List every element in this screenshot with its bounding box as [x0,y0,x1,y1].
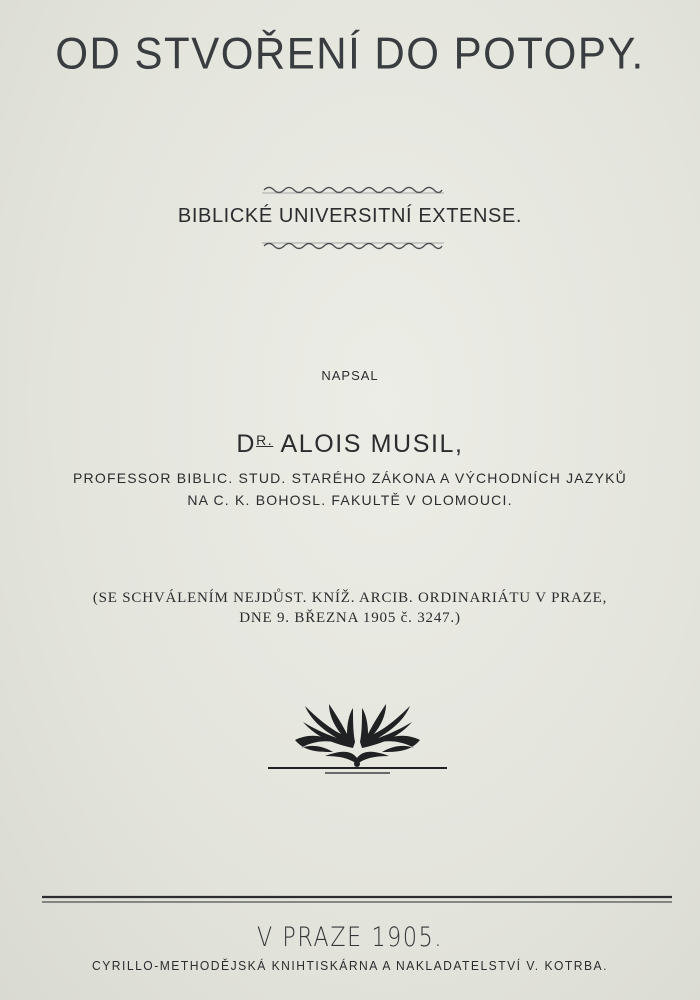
author-prefix: D [236,430,257,458]
subtitle: BIBLICKÉ UNIVERSITNÍ EXTENSE. [177,205,523,227]
affiliation-line-2: NA C. K. BOHOSL. FAKULTĚ V OLOMOUCI. [187,492,513,508]
approval-line-2: DNE 9. BŘEZNA 1905 č. 3247.) [239,610,461,626]
palmette-ornament-icon [265,700,450,780]
approval-line-1: (SE SCHVÁLENÍM NEJDŮST. KNÍŽ. ARCIB. ORDINARIÁTU V PRAZE, [92,590,608,606]
imprint-double-rule [42,895,672,905]
author-name [0,430,700,459]
printer-line: CYRILLO-METHODĚJSKÁ KNIHTISKÁRNA A NAKLADATELSTVÍ V. KOTRBA. [92,958,608,973]
wavy-rule-icon [262,184,444,196]
author-full-name: ALOIS MUSIL, [280,430,464,458]
place-and-year: V PRAZE 1905. [256,922,444,953]
author-prefix-small: R. [256,432,274,448]
affiliation-line-1: PROFESSOR BIBLIC. STUD. STARÉHO ZÁKONA A VÝCHODNÍCH JAZYKŮ [73,470,627,486]
author-label: NAPSAL [321,368,379,383]
book-title: OD STVOŘENÍ DO POTOPY. [55,28,645,79]
wavy-rule-icon [262,240,444,252]
